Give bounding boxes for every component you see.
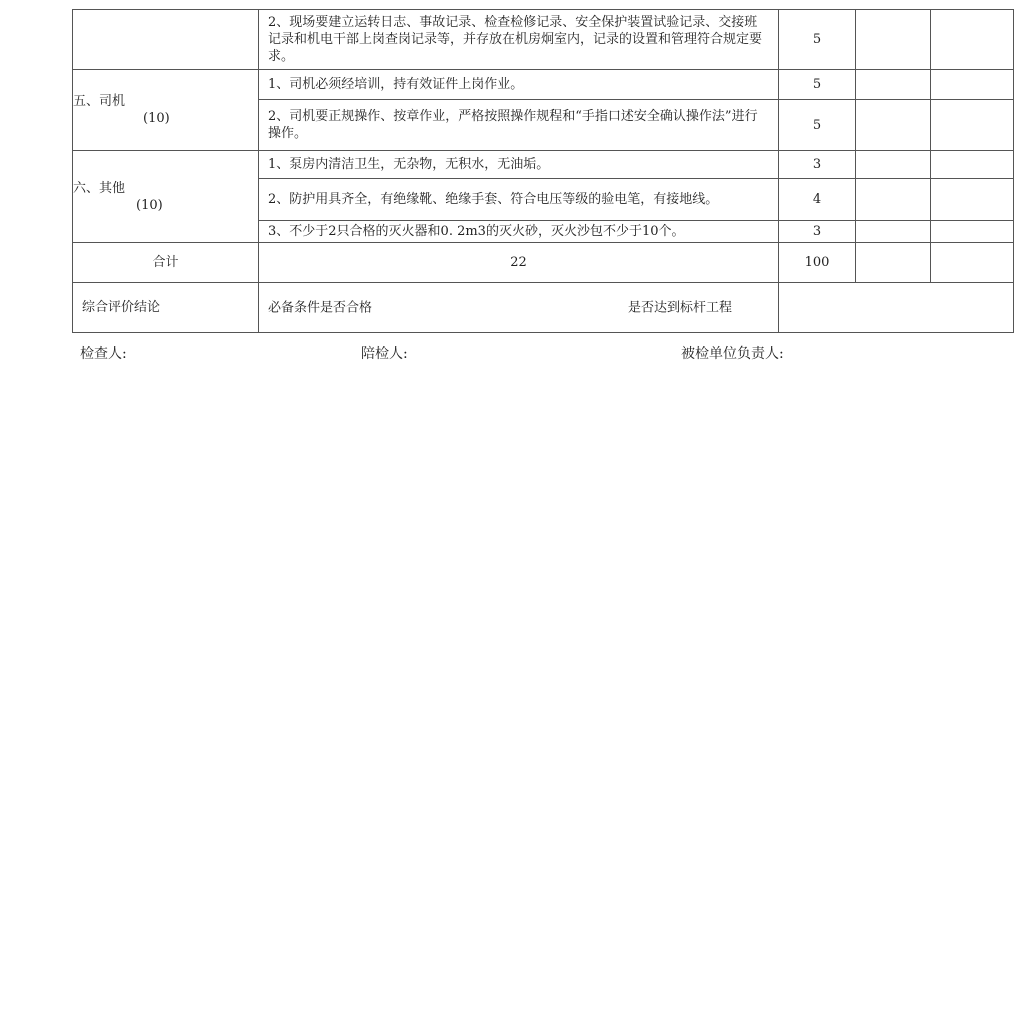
actual-score-cell: [931, 151, 1014, 179]
actual-score-cell: [931, 100, 1014, 151]
deduction-cell: [856, 221, 931, 243]
category-driver: [73, 70, 259, 151]
deduction-cell: [856, 10, 931, 70]
item-text: 1、司机必须经培训，持有效证件上岗作业。: [259, 70, 779, 100]
category-other: [73, 151, 259, 243]
total-label: 合计: [73, 243, 259, 283]
conclusion-content: [259, 283, 779, 333]
item-text: 3、不少于2只合格的灭火器和0. 2m3的灭火砂，灭火沙包不少于10个。: [259, 221, 779, 243]
category-name: 五、司机: [73, 94, 126, 109]
table-row: [73, 151, 1014, 179]
category-score: (10): [136, 197, 163, 213]
item-score: 5: [779, 70, 856, 100]
table-row: [73, 70, 1014, 100]
total-count: 22: [259, 243, 779, 283]
item-text: 2、司机要正规操作、按章作业，严格按照操作规程和“手指口述安全确认操作法”进行操作。: [259, 100, 779, 151]
total-row: [73, 243, 1014, 283]
benchmark-label: 是否达到标杆工程: [628, 300, 733, 315]
item-text: 1、泵房内清洁卫生，无杂物，无积水，无油垢。: [259, 151, 779, 179]
item-score: 5: [779, 100, 856, 151]
total-score: 100: [779, 243, 856, 283]
deduction-cell: [856, 100, 931, 151]
actual-score-cell: [931, 10, 1014, 70]
actual-score-cell: [931, 221, 1014, 243]
conclusion-result-cell: [779, 283, 1014, 333]
item-score: 3: [779, 221, 856, 243]
deduction-cell: [856, 179, 931, 221]
category-cell-empty: [73, 10, 259, 70]
deduction-cell: [856, 151, 931, 179]
conclusion-label: 综合评价结论: [73, 283, 259, 333]
deduction-cell: [856, 70, 931, 100]
table-row: [73, 10, 1014, 70]
actual-score-cell: [931, 243, 1014, 283]
item-score: 5: [779, 10, 856, 70]
inspection-table: [72, 9, 1014, 333]
item-score: 3: [779, 151, 856, 179]
category-name: 六、其他: [73, 180, 126, 196]
item-text: 2、防护用具齐全，有绝缘靴、绝缘手套、符合电压等级的验电笔，有接地线。: [259, 179, 779, 221]
item-score: 4: [779, 179, 856, 221]
deduction-cell: [856, 243, 931, 283]
actual-score-cell: [931, 70, 1014, 100]
category-score: (10): [143, 111, 170, 126]
inspector-label: 检查人:: [80, 346, 127, 362]
accompanying-label: 陪检人:: [361, 346, 408, 362]
prerequisite-label: 必备条件是否合格: [268, 300, 373, 315]
responsible-label: 被检单位负责人:: [681, 346, 784, 362]
item-text: 2、现场要建立运转日志、事故记录、检查检修记录、安全保护装置试验记录、交接班记录和机电干部上岗查岗记录等，并存放在机房炯室内，记录的设置和管理符合规定要求。: [259, 10, 779, 70]
conclusion-row: [73, 283, 1014, 333]
actual-score-cell: [931, 179, 1014, 221]
